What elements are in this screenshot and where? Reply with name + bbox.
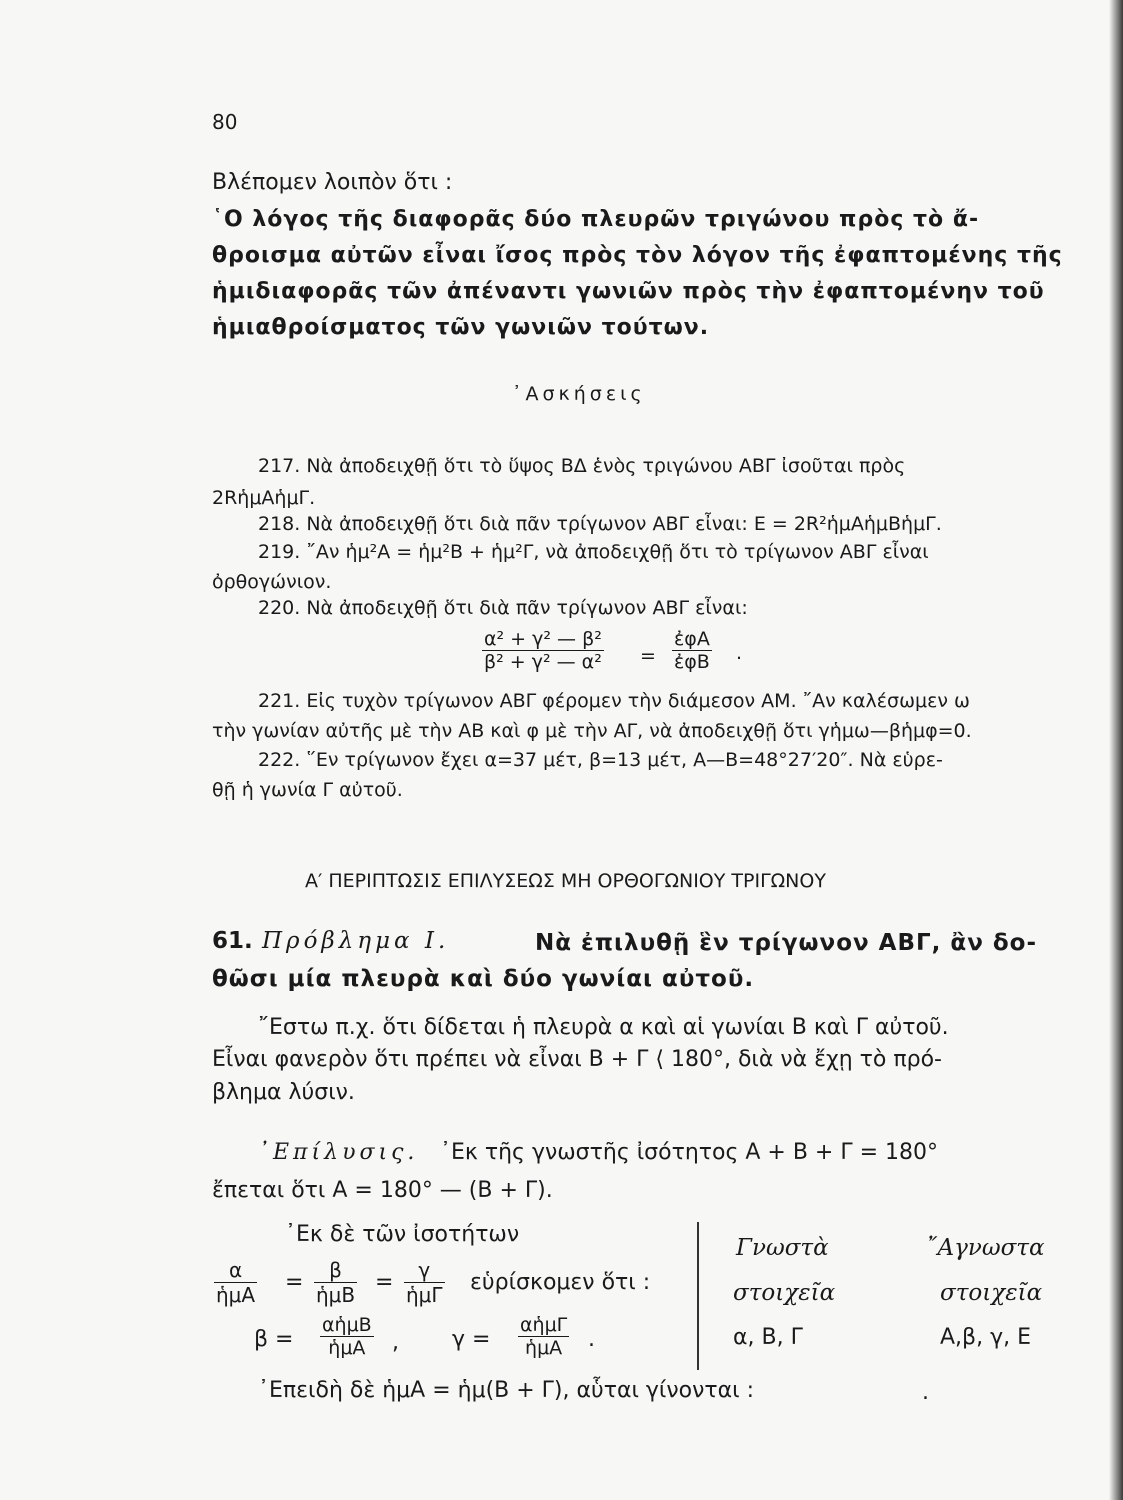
exercise-220: 220. Νὰ ἀποδειχθῇ ὅτι διὰ πᾶν τρίγωνον ΑΒΓ εἶναι: [258, 597, 748, 619]
fraction-numerator: αἡμΒ [322, 1314, 372, 1336]
exercises-heading: ᾿Ασκήσεις [512, 383, 646, 405]
exercise-221-line-2: τὴν γωνίαν αὐτῆς μὲ τὴν ΑΒ καὶ φ μὲ τὴν ΑΓ, νὰ ἀποδειχθῇ ὅτι γἡμω—βἡμφ=0. [212, 720, 972, 742]
exercise-217-line-2: 2RἡμΑἡμΓ. [212, 487, 316, 509]
page-edge-shadow [1109, 0, 1123, 1500]
exercise-219-line-1: 219. ῎Αν ἡμ²Α = ἡμ²Β + ἡμ²Γ, νὰ ἀποδειχθῇ ὅτι τὸ τρίγωνον ΑΒΓ εἶναι [258, 541, 929, 563]
fraction-denominator: ἡμΒ [316, 1283, 356, 1307]
page-number: 80 [212, 110, 238, 134]
problem-statement-line-1: Νὰ ἐπιλυθῇ ἓν τρίγωνον ΑΒΓ, ἂν δο- [535, 930, 1038, 956]
intro-text: Βλέπομεν λοιπὸν ὅτι : [212, 170, 453, 195]
theorem-line-4: ἡμιαθροίσματος τῶν γωνιῶν τούτων. [212, 315, 710, 340]
fraction-numerator: ἐφΑ [674, 628, 710, 650]
theorem-line-2: θροισμα αὐτῶν εἶναι ἴσος πρὸς τὸν λόγον τῆς ἐφαπτομένης τῆς [212, 243, 1063, 268]
exercise-220-fraction-left [482, 628, 604, 673]
body-paragraph-line-3: βλημα λύσιν. [212, 1080, 355, 1105]
fraction-denominator: ἡμΑ [518, 1336, 569, 1359]
fraction-numerator: β [329, 1258, 342, 1282]
problem-number: 61. [212, 928, 253, 954]
body-paragraph-line-1: ῎Εστω π.χ. ὅτι δίδεται ἡ πλευρὰ α καὶ αἱ γωνίαι Β καὶ Γ αὐτοῦ. [258, 1015, 949, 1040]
theorem-line-3: ἡμιδιαφορᾶς τῶν ἀπέναντι γωνιῶν πρὸς τὴν ἐφαπτομένην τοῦ [212, 279, 1045, 304]
fraction-numerator: αἡμΓ [520, 1314, 568, 1336]
beta-fraction [320, 1314, 374, 1359]
known-values: α, Β, Γ [733, 1325, 803, 1350]
known-header-1: Γνωστὰ [736, 1235, 829, 1261]
unknown-header-1: ῎Αγνωστα [926, 1235, 1045, 1261]
theorem-line-1: ῾Ο λόγος τῆς διαφορᾶς δύο πλευρῶν τριγώνου πρὸς τὸ ἄ- [212, 207, 980, 232]
problem-label: Πρόβλημα Ι. [262, 928, 450, 954]
sine-fraction-b [314, 1258, 357, 1307]
comma: , [392, 1330, 399, 1355]
known-header-2: στοιχεῖα [733, 1280, 836, 1306]
sine-fraction-c [404, 1258, 445, 1307]
exercise-222-line-1: 222. ῞Εν τρίγωνον ἔχει α=37 μέτ, β=13 μέτ, Α—Β=48°27′20″. Νὰ εὑρε- [258, 749, 943, 771]
fraction-denominator: ἡμΓ [406, 1283, 443, 1307]
section-heading: Α′ ΠΕΡΙΠΤΩΣΙΣ ΕΠΙΛΥΣΕΩΣ ΜΗ ΟΡΘΟΓΩΝΙΟΥ ΤΡΙΓΩΝΟΥ [305, 870, 826, 892]
gamma-lhs: γ = [452, 1327, 491, 1352]
exercise-221-line-1: 221. Εἰς τυχὸν τρίγωνον ΑΒΓ φέρομεν τὴν διάμεσον ΑΜ. ῎Αν καλέσωμεν ω [258, 690, 970, 712]
find-text: εὑρίσκομεν ὅτι : [470, 1270, 651, 1295]
fraction-numerator: α² + γ² — β² [484, 628, 602, 650]
from-equalities: ᾿Εκ δὲ τῶν ἰσοτήτων [285, 1222, 520, 1247]
exercise-222-line-2: θῇ ἡ γωνία Γ αὐτοῦ. [212, 779, 403, 801]
exercise-218: 218. Νὰ ἀποδειχθῇ ὅτι διὰ πᾶν τρίγωνον ΑΒΓ εἶναι: Ε = 2R²ἡμΑἡμΒἡμΓ. [258, 513, 942, 535]
unknown-header-2: στοιχεῖα [940, 1280, 1043, 1306]
stray-dot: . [922, 1380, 929, 1405]
gamma-fraction [518, 1314, 569, 1359]
exercise-217-line-1: 217. Νὰ ἀποδειχθῇ ὅτι τὸ ὕψος ΒΔ ἑνὸς τριγώνου ΑΒΓ ἰσοῦται πρὸς [258, 455, 906, 477]
fraction-denominator: ἡμΑ [320, 1336, 374, 1359]
exercise-220-period: . [736, 642, 743, 664]
equals-sign-2: = [375, 1270, 394, 1295]
solution-text: ᾿Εκ τῆς γνωστῆς ἰσότητος Α + Β + Γ = 180° [440, 1140, 939, 1165]
solution-label: ᾿Επίλυσις. [258, 1140, 419, 1165]
exercise-219-line-2: ὀρθογώνιον. [212, 571, 332, 593]
fraction-denominator: ἡμΑ [216, 1283, 256, 1307]
table-divider [697, 1222, 699, 1370]
period: . [588, 1327, 595, 1352]
problem-statement-line-2: θῶσι μία πλευρὰ καὶ δύο γωνίαι αὐτοῦ. [212, 966, 755, 992]
fraction-numerator: α [228, 1258, 243, 1282]
equals-sign-1: = [285, 1270, 304, 1295]
unknown-values: Α,β, γ, Ε [940, 1325, 1031, 1350]
solution-line-2: ἔπεται ὅτι Α = 180° — (Β + Γ). [212, 1178, 553, 1203]
body-paragraph-line-2: Εἶναι φανερὸν ὅτι πρέπει νὰ εἶναι Β + Γ ⟨ 180°, διὰ νὰ ἔχῃ τὸ πρό- [212, 1047, 942, 1072]
since-line: ᾿Επειδὴ δὲ ἡμΑ = ἡμ(Β + Γ), αὗται γίνονται : [258, 1378, 755, 1403]
fraction-denominator: β² + γ² — α² [484, 651, 602, 673]
sine-fraction-a [214, 1258, 257, 1307]
fraction-numerator: γ [418, 1258, 431, 1282]
beta-lhs: β = [254, 1327, 294, 1352]
fraction-denominator: ἐφΒ [674, 651, 710, 673]
exercise-220-fraction-right [672, 628, 712, 673]
exercise-220-equals: = [640, 645, 656, 667]
